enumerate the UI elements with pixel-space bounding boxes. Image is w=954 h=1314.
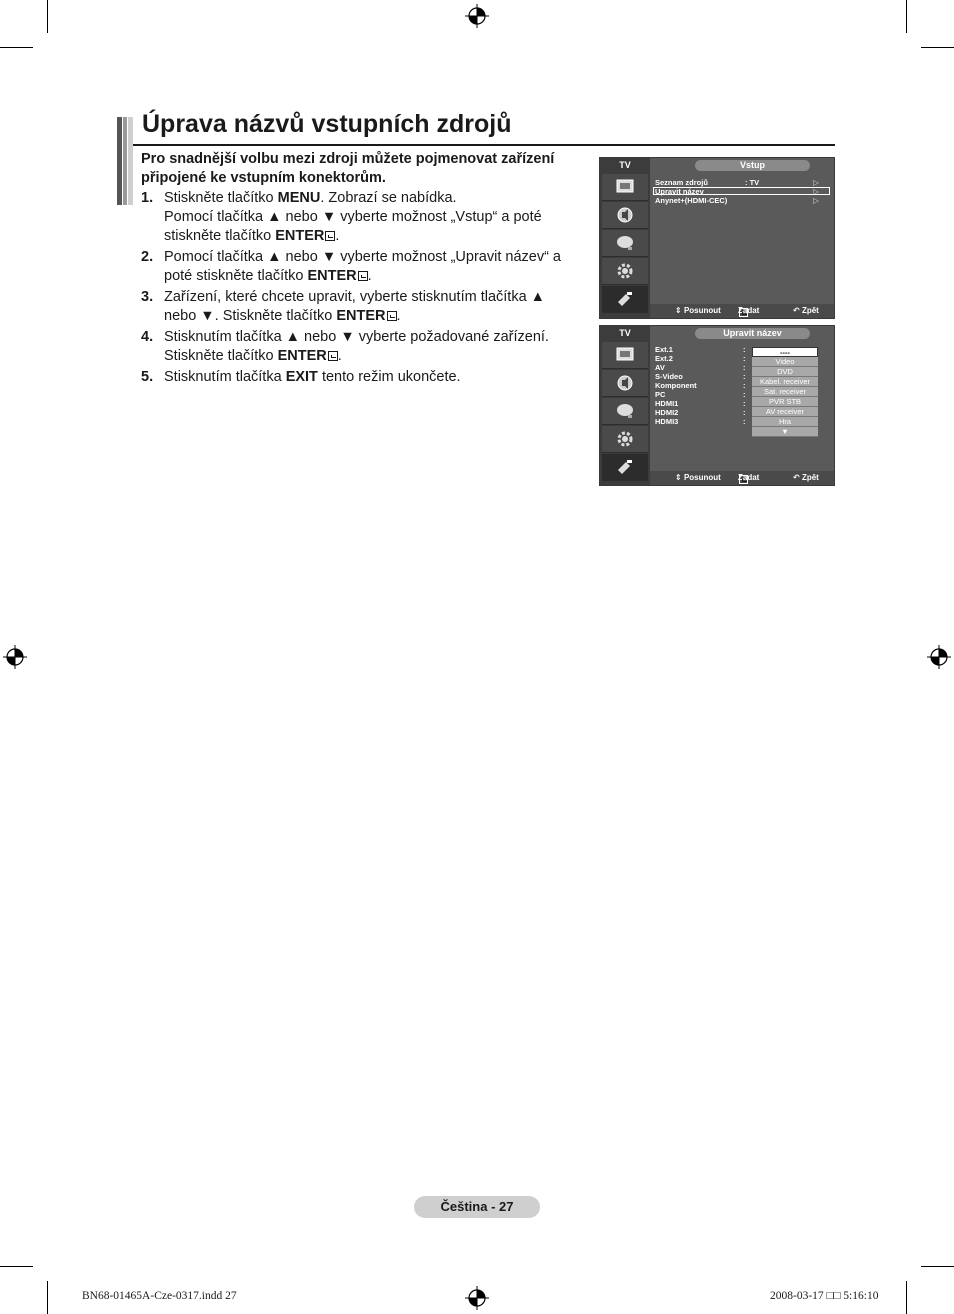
footer-move: ⇕ Posunout bbox=[675, 473, 721, 482]
picture-menu-icon[interactable] bbox=[602, 342, 648, 369]
input-menu-icon[interactable] bbox=[602, 454, 648, 481]
input-menu-icon[interactable] bbox=[602, 286, 648, 313]
picture-menu-icon[interactable] bbox=[602, 174, 648, 201]
source-item[interactable]: Komponent : bbox=[655, 381, 746, 390]
step-number: 4. bbox=[141, 329, 154, 345]
enter-icon bbox=[358, 271, 368, 281]
return-icon: ↶ bbox=[793, 306, 800, 315]
registration-mark-icon bbox=[465, 1286, 489, 1310]
crop-mark bbox=[0, 1266, 33, 1267]
name-option[interactable]: Kabel. receiver bbox=[752, 377, 818, 387]
arrow-right-icon: ▷ bbox=[813, 178, 819, 187]
tv-sidebar bbox=[600, 326, 650, 485]
page-title: Úprava názvů vstupních zdrojů bbox=[142, 110, 512, 138]
source-item[interactable]: S-Video : bbox=[655, 372, 746, 381]
name-option[interactable]: PVR STB bbox=[752, 397, 818, 407]
source-item[interactable]: PC : bbox=[655, 390, 746, 399]
source-item[interactable]: AV : bbox=[655, 363, 746, 372]
step-number: 1. bbox=[141, 190, 154, 206]
channel-menu-icon[interactable] bbox=[602, 230, 648, 257]
step-number: 2. bbox=[141, 249, 154, 265]
source-item[interactable]: HDMI3 : bbox=[655, 417, 746, 426]
footer-enter: Zadat bbox=[738, 473, 760, 482]
return-icon: ↶ bbox=[793, 473, 800, 482]
updown-icon: ⇕ bbox=[675, 306, 682, 315]
print-footer-file: BN68-01465A-Cze-0317.indd 27 bbox=[82, 1290, 237, 1302]
tv-screen-edit-name bbox=[599, 325, 835, 486]
enter-icon bbox=[387, 311, 397, 321]
name-option[interactable]: Sat. receiver bbox=[752, 387, 818, 397]
source-item[interactable]: Ext.2 : bbox=[655, 354, 746, 363]
arrow-right-icon: ▷ bbox=[813, 196, 819, 205]
tv-screen-input-menu bbox=[599, 157, 835, 319]
name-option[interactable]: ---- bbox=[752, 347, 818, 357]
source-item[interactable]: HDMI1 : bbox=[655, 399, 746, 408]
crop-mark bbox=[906, 1281, 907, 1314]
source-item[interactable]: HDMI2 : bbox=[655, 408, 746, 417]
menu-header: Vstup bbox=[695, 160, 810, 171]
tv-label: TV bbox=[619, 328, 631, 338]
footer-back: ↶ Zpět bbox=[793, 473, 819, 482]
name-option[interactable]: Video bbox=[752, 357, 818, 367]
name-option[interactable]: Hra bbox=[752, 417, 818, 427]
menu-item-anynet[interactable]: Anynet+(HDMI-CEC) ▷ bbox=[655, 196, 819, 205]
menu-item-edit-name[interactable]: Upravit název ▷ bbox=[655, 187, 819, 196]
footer-move: ⇕ Posunout bbox=[675, 306, 721, 315]
crop-mark bbox=[906, 0, 907, 33]
step-number: 5. bbox=[141, 369, 154, 385]
menu-item-source-list[interactable]: Seznam zdrojů : TV ▷ bbox=[655, 178, 819, 187]
sound-menu-icon[interactable] bbox=[602, 202, 648, 229]
tv-sidebar bbox=[600, 158, 650, 318]
name-options-dropdown[interactable] bbox=[752, 347, 818, 437]
footer-back: ↶ Zpět bbox=[793, 306, 819, 315]
setup-menu-icon[interactable] bbox=[602, 258, 648, 285]
footer-enter: Zadat bbox=[738, 306, 760, 315]
tv-label: TV bbox=[619, 160, 631, 170]
scroll-down-icon[interactable]: ▼ bbox=[752, 427, 818, 437]
menu-footer bbox=[650, 471, 834, 485]
crop-mark bbox=[47, 0, 48, 33]
updown-icon: ⇕ bbox=[675, 473, 682, 482]
intro-text: Pro snadnější volbu mezi zdroji můžete pojmenovat zařízení připojené ke vstupním konektorům. bbox=[141, 151, 555, 186]
print-footer-date: 2008-03-17 □□ 5:16:10 bbox=[770, 1290, 879, 1302]
steps-list bbox=[141, 189, 581, 389]
step-4: 4. Stisknutím tlačítka ▲ nebo ▼ vyberte požadované zařízení. Stiskněte tlačítko ENTER . bbox=[141, 329, 549, 364]
step-5: 5. Stisknutím tlačítka EXIT tento režim ukončete. bbox=[141, 369, 461, 385]
enter-icon bbox=[328, 351, 338, 361]
title-accent-bars bbox=[117, 117, 133, 205]
step-1: 1. Stiskněte tlačítko MENU. Zobrazí se nabídka. Pomocí tlačítka ▲ nebo ▼ vyberte možnost „Vstup“ a poté stiskněte tlačítko ENTER . bbox=[141, 190, 542, 244]
channel-menu-icon[interactable] bbox=[602, 398, 648, 425]
source-item[interactable]: Ext.1 : bbox=[655, 345, 746, 354]
name-option[interactable]: DVD bbox=[752, 367, 818, 377]
setup-menu-icon[interactable] bbox=[602, 426, 648, 453]
title-underline bbox=[133, 144, 835, 146]
step-3: 3. Zařízení, které chcete upravit, vyberte stisknutím tlačítka ▲ nebo ▼. Stiskněte tlačítko ENTER . bbox=[141, 289, 546, 324]
registration-mark-icon bbox=[927, 645, 951, 669]
enter-icon bbox=[739, 475, 748, 484]
crop-mark bbox=[0, 47, 33, 48]
registration-mark-icon bbox=[3, 645, 27, 669]
name-option[interactable]: AV receiver bbox=[752, 407, 818, 417]
menu-header: Upravit název bbox=[695, 328, 810, 339]
step-2: 2. Pomocí tlačítka ▲ nebo ▼ vyberte možnost „Upravit název“ a poté stiskněte tlačítko ENTER . bbox=[141, 249, 562, 284]
crop-mark bbox=[47, 1281, 48, 1314]
crop-mark bbox=[921, 47, 954, 48]
arrow-right-icon: ▷ bbox=[813, 187, 819, 196]
menu-footer bbox=[650, 304, 834, 318]
step-number: 3. bbox=[141, 289, 154, 305]
registration-mark-icon bbox=[465, 4, 489, 28]
enter-icon bbox=[739, 308, 748, 317]
enter-icon bbox=[325, 231, 335, 241]
page-number-badge: Čeština - 27 bbox=[414, 1196, 540, 1218]
crop-mark bbox=[921, 1266, 954, 1267]
sound-menu-icon[interactable] bbox=[602, 370, 648, 397]
